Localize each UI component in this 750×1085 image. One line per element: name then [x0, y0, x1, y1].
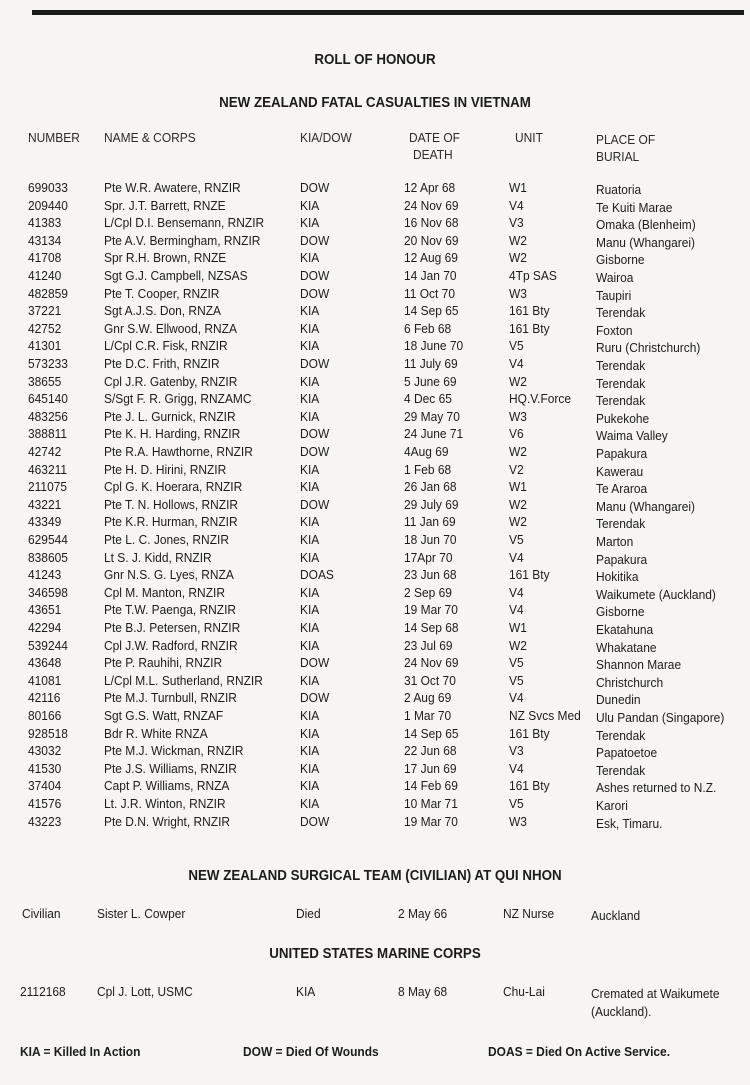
- table-row: [0, 708, 750, 726]
- table-row: [0, 673, 750, 691]
- table-row: [0, 198, 750, 216]
- cell-unit: V4: [509, 549, 524, 565]
- cell-status: DOW: [300, 232, 330, 248]
- cell-status: KIA: [300, 320, 320, 336]
- cell-number: 43349: [28, 514, 62, 530]
- col-number: NUMBER: [28, 130, 80, 145]
- cell-unit: W2: [509, 444, 527, 459]
- cell-number: 482859: [28, 285, 68, 301]
- cell-unit: HQ.V.Force: [509, 391, 572, 407]
- cell-date: 20 Nov 69: [404, 232, 459, 248]
- cell-burial: Taupiri: [596, 287, 632, 303]
- table-row: [0, 743, 750, 761]
- cell-name: Bdr R. White RNZA: [104, 725, 208, 741]
- cell-unit: W2: [509, 514, 527, 530]
- cell-name: Sgt A.J.S. Don, RNZA: [104, 303, 221, 319]
- cell-date: 11 July 69: [404, 356, 458, 371]
- cell-unit: W1: [509, 180, 527, 195]
- cell-unit: V5: [509, 672, 524, 688]
- cell-unit: V2: [509, 461, 524, 477]
- table-row: [0, 550, 750, 568]
- cell-burial: Whakatane: [596, 639, 657, 655]
- cell-burial: Wairoa: [596, 270, 634, 285]
- cell-number: Civilian: [22, 906, 61, 921]
- cell-status: KIA: [300, 215, 320, 231]
- cell-burial: Gisborne: [596, 604, 645, 620]
- cell-status: KIA: [300, 479, 320, 495]
- cell-status: KIA: [300, 725, 320, 741]
- cell-unit: 4Tp SAS: [509, 268, 557, 283]
- cell-date: 17 Jun 69: [404, 760, 457, 776]
- cell-date: 1 Feb 68: [404, 461, 452, 477]
- cell-date: 24 June 71: [404, 426, 464, 442]
- cell-number: 43134: [28, 232, 62, 248]
- table-row: [0, 532, 750, 550]
- cell-date: 10 Mar 71: [404, 796, 458, 811]
- cell-number: 211075: [28, 479, 68, 495]
- cell-date: 22 Jun 68: [404, 743, 457, 759]
- cell-burial-line2: (Auckland).: [591, 1004, 652, 1019]
- cell-unit: 161 Bty: [509, 303, 550, 319]
- table-row: [0, 268, 750, 286]
- cell-name: Gnr N.S. G. Lyes, RNZA: [104, 567, 234, 583]
- cell-status: DOW: [300, 444, 330, 459]
- cell-name: Capt P. Williams, RNZA: [104, 778, 230, 794]
- cell-date: 17Apr 70: [404, 549, 453, 565]
- cell-status: KIA: [300, 672, 320, 688]
- cell-status: KIA: [300, 408, 320, 424]
- cell-unit: W2: [509, 496, 527, 512]
- cell-number: 41243: [28, 567, 62, 583]
- col-burial-line2: BURIAL: [596, 149, 640, 164]
- cell-name: Pte T. N. Hollows, RNZIR: [104, 496, 239, 512]
- cell-date: 5 June 69: [404, 373, 457, 389]
- table-row: [0, 374, 750, 392]
- legend-dow: DOW = Died Of Wounds: [243, 1044, 379, 1059]
- cell-number: 80166: [28, 708, 62, 723]
- cell-date: 11 Jan 69: [404, 514, 456, 530]
- cell-unit: W3: [509, 408, 527, 424]
- table-row: [0, 514, 750, 532]
- cell-unit: W3: [509, 813, 527, 829]
- cell-date: 14 Sep 68: [404, 620, 459, 635]
- cell-date: 23 Jul 69: [404, 637, 453, 653]
- cell-name: L/Cpl C.R. Fisk, RNZIR: [104, 338, 228, 354]
- usmc-heading: UNITED STATES MARINE CORPS: [269, 946, 481, 962]
- table-row: [0, 321, 750, 339]
- cell-status: DOW: [300, 268, 330, 283]
- cell-name: Cpl J.R. Gatenby, RNZIR: [104, 373, 238, 389]
- cell-name: Pte D.N. Wright, RNZIR: [104, 813, 231, 829]
- cell-burial: Ulu Pandan (Singapore): [596, 710, 725, 725]
- cell-name: Lt. J.R. Winton, RNZIR: [104, 796, 226, 811]
- cell-date: 8 May 68: [398, 984, 448, 999]
- cell-status: DOW: [300, 655, 330, 671]
- cell-unit: V5: [509, 532, 524, 547]
- cell-unit: V5: [509, 338, 524, 354]
- cell-name: Lt S. J. Kidd, RNZIR: [104, 549, 212, 565]
- cell-burial: Manu (Whangarei): [596, 498, 696, 514]
- cell-name: Spr R.H. Brown, RNZE: [104, 250, 227, 266]
- table-row: [0, 180, 750, 198]
- cell-status: KIA: [300, 637, 320, 653]
- legend-doas: DOAS = Died On Active Service.: [488, 1044, 671, 1059]
- cell-number: 699033: [28, 180, 68, 195]
- cell-name: Gnr S.W. Ellwood, RNZA: [104, 320, 237, 336]
- cell-burial: Omaka (Blenheim): [596, 217, 696, 233]
- cell-burial: Terendak: [596, 762, 646, 778]
- cell-burial-line1: Cremated at Waikumete: [591, 986, 720, 1001]
- cell-burial: Hokitika: [596, 569, 639, 585]
- cell-unit: V4: [509, 584, 524, 600]
- cell-number: 41708: [28, 250, 62, 266]
- cell-name: Sister L. Cowper: [97, 906, 186, 921]
- cell-number: 346598: [28, 584, 68, 600]
- cell-status: KIA: [300, 584, 320, 600]
- cell-number: 43651: [28, 602, 62, 618]
- surgical-team-heading: NEW ZEALAND SURGICAL TEAM (CIVILIAN) AT QUI NHON: [188, 868, 562, 884]
- cell-status: DOW: [300, 356, 330, 371]
- cell-date: 14 Feb 69: [404, 778, 458, 794]
- cell-number: 41301: [28, 338, 62, 354]
- cell-name: S/Sgt F. R. Grigg, RNZAMC: [104, 391, 252, 407]
- cell-date: 31 Oct 70: [404, 672, 456, 688]
- cell-status: Died: [296, 906, 321, 921]
- cell-number: 41576: [28, 796, 62, 811]
- cell-unit: V4: [509, 197, 524, 213]
- cell-burial: Terendak: [596, 516, 646, 532]
- table-row: [0, 690, 750, 708]
- cell-status: KIA: [300, 303, 320, 319]
- cell-unit: V5: [509, 796, 524, 811]
- legend-kia: KIA = Killed In Action: [20, 1044, 141, 1059]
- table-row: [0, 585, 750, 603]
- cell-date: 4 Dec 65: [404, 391, 452, 407]
- cell-burial: Papakura: [596, 551, 648, 567]
- cell-date: 2 Sep 69: [404, 584, 452, 600]
- cell-unit: 161 Bty: [509, 320, 550, 336]
- cell-date: 19 Mar 70: [404, 602, 458, 618]
- cell-status: KIA: [300, 250, 320, 266]
- cell-status: KIA: [300, 532, 320, 547]
- cell-date: 2 Aug 69: [404, 690, 452, 706]
- table-row: [0, 215, 750, 233]
- cell-status: DOW: [300, 426, 330, 442]
- cell-number: 838605: [28, 549, 68, 565]
- cell-name: Pte K.R. Hurman, RNZIR: [104, 514, 238, 530]
- cell-burial: Ekatahuna: [596, 622, 654, 637]
- cell-status: KIA: [300, 778, 320, 794]
- cell-status: KIA: [300, 760, 320, 776]
- table-row: [0, 761, 750, 779]
- cell-unit: 161 Bty: [509, 567, 550, 583]
- cell-number: 43223: [28, 813, 62, 829]
- cell-unit: Chu-Lai: [503, 984, 545, 999]
- table-row: [0, 479, 750, 497]
- cell-unit: V4: [509, 760, 524, 776]
- cell-unit: NZ Svcs Med: [509, 708, 581, 723]
- cell-status: KIA: [300, 338, 320, 354]
- cell-name: Pte T. Cooper, RNZIR: [104, 285, 220, 301]
- cell-burial: Te Kuiti Marae: [596, 199, 673, 215]
- cell-date: 12 Apr 68: [404, 180, 456, 195]
- cell-burial: Pukekohe: [596, 410, 650, 426]
- cell-number: 483256: [28, 408, 68, 424]
- cell-date: 14 Jan 70: [404, 268, 457, 283]
- col-date-line1: DATE OF: [409, 130, 460, 145]
- cell-date: 1 Mar 70: [404, 708, 452, 723]
- cell-unit: 161 Bty: [509, 725, 550, 741]
- top-rule: [32, 10, 744, 15]
- cell-number: 928518: [28, 725, 68, 741]
- cell-number: 43221: [28, 496, 62, 512]
- col-kia: KIA/DOW: [300, 130, 352, 145]
- cell-number: 42294: [28, 620, 62, 635]
- table-row: [0, 462, 750, 480]
- cell-date: 19 Mar 70: [404, 813, 458, 829]
- table-row: [0, 602, 750, 620]
- cell-status: KIA: [300, 461, 320, 477]
- cell-unit: V3: [509, 215, 524, 231]
- table-row: [0, 620, 750, 638]
- cell-number: 42116: [28, 690, 61, 706]
- cell-name: Pte J.S. Williams, RNZIR: [104, 760, 237, 776]
- cell-status: KIA: [300, 743, 320, 759]
- cell-number: 42742: [28, 444, 62, 459]
- col-burial-line1: PLACE OF: [596, 132, 656, 147]
- cell-number: 41081: [28, 672, 62, 688]
- cell-burial: Terendak: [596, 305, 646, 321]
- cell-number: 43032: [28, 743, 62, 759]
- cell-number: 41240: [28, 268, 62, 283]
- cell-unit: W1: [509, 620, 527, 635]
- col-date-line2: DEATH: [413, 147, 453, 162]
- cell-date: 11 Oct 70: [404, 285, 455, 301]
- cell-status: KIA: [300, 549, 320, 565]
- roll-of-honour-title: ROLL OF HONOUR: [314, 52, 436, 68]
- cell-date: 14 Sep 65: [404, 303, 459, 319]
- cell-name: Pte B.J. Petersen, RNZIR: [104, 620, 241, 635]
- cell-unit: V4: [509, 356, 524, 371]
- cell-unit: W2: [509, 373, 527, 389]
- cell-burial: Waikumete (Auckland): [596, 586, 716, 602]
- cell-status: KIA: [300, 391, 320, 407]
- table-row: [0, 233, 750, 251]
- cell-burial: Papatoetoe: [596, 745, 658, 761]
- table-row: [0, 250, 750, 268]
- table-row: [0, 356, 750, 374]
- cell-status: DOW: [300, 813, 330, 829]
- cell-name: Cpl M. Manton, RNZIR: [104, 584, 225, 600]
- cell-burial: Ruru (Christchurch): [596, 340, 701, 356]
- cell-date: 2 May 66: [398, 906, 448, 921]
- cell-name: Pte L. C. Jones, RNZIR: [104, 532, 229, 547]
- cell-number: 42752: [28, 320, 62, 336]
- cell-unit: V4: [509, 690, 524, 706]
- cell-date: 18 June 70: [404, 338, 464, 354]
- cell-number: 645140: [28, 391, 68, 407]
- cell-burial: Karori: [596, 798, 628, 813]
- table-row: [0, 655, 750, 673]
- cell-status: KIA: [300, 620, 320, 635]
- cell-date: 29 July 69: [404, 496, 459, 512]
- cell-unit: V5: [509, 655, 524, 671]
- cell-burial: Shannon Marae: [596, 657, 682, 673]
- cell-number: 37221: [28, 303, 62, 319]
- cell-burial: Manu (Whangarei): [596, 234, 696, 250]
- cell-date: 6 Feb 68: [404, 320, 452, 336]
- cell-status: KIA: [296, 984, 316, 999]
- cell-name: Cpl J.W. Radford, RNZIR: [104, 637, 238, 653]
- col-name: NAME & CORPS: [104, 130, 196, 145]
- cell-name: Pte P. Rauhihi, RNZIR: [104, 655, 223, 671]
- cell-name: Cpl G. K. Hoerara, RNZIR: [104, 479, 243, 495]
- cell-name: L/Cpl D.I. Bensemann, RNZIR: [104, 215, 265, 231]
- cell-name: Pte H. D. Hirini, RNZIR: [104, 461, 227, 477]
- cell-status: KIA: [300, 708, 320, 723]
- table-row: [0, 796, 750, 814]
- table-row: [0, 391, 750, 409]
- cell-name: Pte T.W. Paenga, RNZIR: [104, 602, 237, 618]
- table-row: [0, 726, 750, 744]
- cell-status: KIA: [300, 602, 320, 618]
- cell-number: 388811: [28, 426, 68, 442]
- cell-name: Spr. J.T. Barrett, RNZE: [104, 197, 226, 213]
- table-row: [0, 338, 750, 356]
- cell-status: DOW: [300, 690, 330, 706]
- cell-name: Cpl J. Lott, USMC: [97, 984, 193, 999]
- table-row: [0, 778, 750, 796]
- cell-burial: Papakura: [596, 446, 648, 461]
- cell-number: 38655: [28, 373, 62, 389]
- table-row: [0, 303, 750, 321]
- cell-date: 14 Sep 65: [404, 725, 459, 741]
- cell-burial: Terendak: [596, 358, 646, 373]
- cell-burial: Terendak: [596, 727, 646, 743]
- cell-date: 4Aug 69: [404, 444, 449, 459]
- cell-name: Pte W.R. Awatere, RNZIR: [104, 180, 241, 195]
- cell-date: 24 Nov 69: [404, 655, 459, 671]
- cell-status: DOW: [300, 180, 330, 195]
- cell-burial: Gisborne: [596, 252, 645, 268]
- cell-name: Pte K. H. Harding, RNZIR: [104, 426, 241, 442]
- cell-name: Sgt G.S. Watt, RNZAF: [104, 708, 224, 723]
- cell-date: 24 Nov 69: [404, 197, 459, 213]
- cell-status: KIA: [300, 373, 320, 389]
- table-row: [0, 814, 750, 832]
- cell-unit: V6: [509, 426, 524, 442]
- main-heading: NEW ZEALAND FATAL CASUALTIES IN VIETNAM: [219, 95, 531, 111]
- cell-status: KIA: [300, 197, 320, 213]
- cell-unit: 161 Bty: [509, 778, 550, 794]
- cell-name: L/Cpl M.L. Sutherland, RNZIR: [104, 672, 263, 688]
- cell-burial: Auckland: [591, 908, 641, 923]
- cell-burial: Waima Valley: [596, 428, 668, 444]
- cell-unit: W2: [509, 232, 527, 248]
- cell-number: 629544: [28, 532, 68, 547]
- table-row: [0, 638, 750, 656]
- cell-status: KIA: [300, 514, 320, 530]
- cell-number: 573233: [28, 356, 68, 371]
- cell-number: 539244: [28, 637, 68, 653]
- cell-burial: Esk, Timaru.: [596, 815, 663, 831]
- cell-unit: W1: [509, 479, 527, 495]
- cell-unit: W2: [509, 637, 527, 653]
- cell-date: 18 Jun 70: [404, 532, 457, 547]
- cell-date: 16 Nov 68: [404, 215, 459, 231]
- cell-status: DOW: [300, 285, 330, 301]
- cell-unit: W2: [509, 250, 527, 266]
- table-row: [0, 426, 750, 444]
- cell-date: 23 Jun 68: [404, 567, 457, 583]
- cell-date: 12 Aug 69: [404, 250, 458, 266]
- cell-burial: Dunedin: [596, 692, 641, 708]
- cell-number: 43648: [28, 655, 62, 671]
- table-row: [0, 409, 750, 427]
- cell-name: Pte A.V. Bermingham, RNZIR: [104, 232, 261, 248]
- cell-name: Pte J. L. Gurnick, RNZIR: [104, 408, 236, 424]
- cell-status: DOAS: [300, 567, 334, 583]
- cell-burial: Foxton: [596, 322, 633, 338]
- cell-unit: V3: [509, 743, 524, 759]
- cell-name: Sgt G.J. Campbell, NZSAS: [104, 268, 248, 283]
- table-row: [0, 444, 750, 462]
- cell-burial: Ruatoria: [596, 182, 642, 197]
- table-row: [0, 286, 750, 304]
- cell-unit: V4: [509, 602, 524, 618]
- table-row: [0, 567, 750, 585]
- cell-name: Pte R.A. Hawthorne, RNZIR: [104, 444, 253, 459]
- cell-burial: Kawerau: [596, 463, 644, 479]
- cell-number: 463211: [28, 461, 68, 477]
- cell-status: KIA: [300, 796, 320, 811]
- cell-burial: Terendak: [596, 375, 646, 391]
- cell-unit: W3: [509, 285, 527, 301]
- cell-name: Pte M.J. Turnbull, RNZIR: [104, 690, 237, 706]
- table-row: [0, 497, 750, 515]
- cell-status: DOW: [300, 496, 330, 512]
- cell-unit: NZ Nurse: [503, 906, 555, 921]
- cell-date: 29 May 70: [404, 408, 460, 424]
- cell-number: 2112168: [20, 984, 66, 999]
- cell-date: 26 Jan 68: [404, 479, 457, 495]
- cell-burial: Terendak: [596, 393, 646, 409]
- cell-burial: Te Araroa: [596, 481, 648, 497]
- cell-burial: Marton: [596, 534, 634, 549]
- cell-number: 209440: [28, 197, 68, 213]
- cell-number: 41530: [28, 760, 62, 776]
- cell-number: 41383: [28, 215, 62, 231]
- cell-burial: Christchurch: [596, 674, 664, 690]
- cell-name: Pte M.J. Wickman, RNZIR: [104, 743, 244, 759]
- cell-number: 37404: [28, 778, 62, 794]
- cell-name: Pte D.C. Frith, RNZIR: [104, 356, 220, 371]
- cell-burial: Ashes returned to N.Z.: [596, 780, 717, 796]
- col-unit: UNIT: [515, 130, 543, 145]
